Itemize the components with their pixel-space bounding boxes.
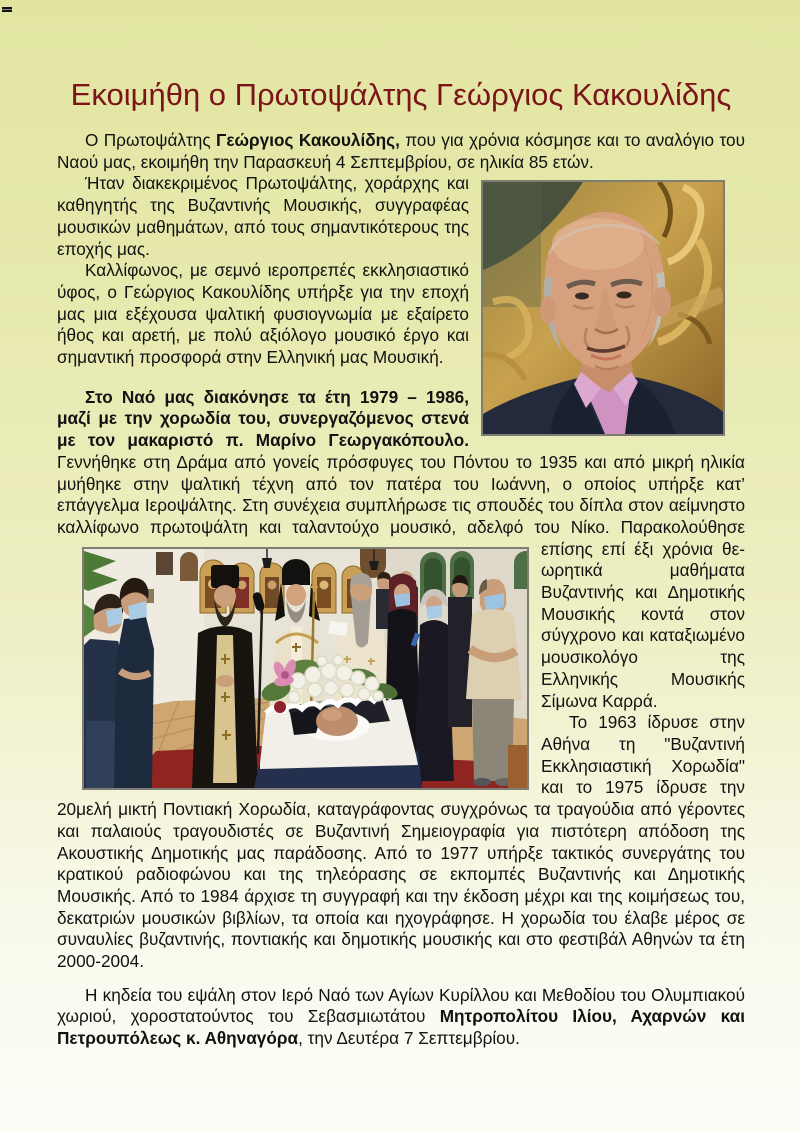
- intro-text-cont: που για χρόνια κόσμησε και το αναλόγιο του Ναού μας, εκοιμήθη την Παρασκευή 4 Σεπτεμβρίου, σε ηλικία 85 ετών.: [57, 130, 745, 172]
- corner-mark: [2, 7, 12, 12]
- funeral-date-text: , την Δευτέρα 7 Σεπτεμβρίου.: [298, 1028, 520, 1049]
- funeral-photo: [82, 547, 529, 790]
- young-mourners-left: [84, 578, 154, 788]
- wooden-chair: [508, 745, 527, 788]
- funeral-text: Η κηδεία του εψάλη στον Ιερό Ναό των Αγίων Κυρίλλου και Μεθοδίου του Ολυμπιακού χωριού, χοροστατούντος του Σεβασμιωτάτου: [57, 984, 745, 1027]
- page-title: Εκοιμήθη ο Πρωτοψάλτης Γεώργιος Κακουλίδης: [70, 77, 732, 112]
- deceased-name: Γεώργιος Κακουλίδης,: [216, 130, 400, 150]
- portrait-photo: [481, 180, 725, 436]
- funeral-photo-image: [84, 549, 527, 788]
- studies-text: ωρητικά μαθήματα Βυζαντινής και Δημοτικής Μουσικής κοντά στον σύγχρονο και καταξιωμένο μουσικολόγο της Ελληνικής Μουσικής Σίμωνα Καρρά.: [541, 560, 745, 711]
- intro-paragraph: [57, 130, 745, 173]
- metropolitan-name-bold: Μητροπολίτου Ιλίου, Αχαρνών και Πετρουπόλεως κ. Αθηναγόρα: [57, 1006, 745, 1049]
- body-paragraph-career: Ήταν διακεκριμένος Πρωτοψάλτης, χοράρχης και καθηγητής της Βυζαντινής Μουσικής, συγγραφέας μουσικών μαθημάτων, από τους σημαντικότερους της εποχής μας.: [57, 173, 469, 259]
- service-years-bold: Στο Ναό μας διακόνησε τα έτη 1979 – 1986, μαζί με την χορωδία του, συνεργαζόμενος στενά με τον μακαριστό π. Μαρίνο Γεωργακόπουλο.: [57, 386, 469, 451]
- intro-text: Ο Πρωτοψάλτης: [85, 130, 217, 150]
- body-paragraph-choirs: Το 1963 ίδρυσε στην Αθήνα τη "Βυζαντινή Εκκλησιαστική Χορωδία" και το 1975 ίδρυσε την 20μελή μικτή Ποντιακή Χορωδία, καταγράφοντας συγχρόνως τα τραγούδια από γέροντες και παλαιούς τραγουδιστές σε Βυζαντινή Σημειογραφία για πιστότερη απόδοση της Ακουστικής Δημοτικής μας παράδοσης. Από το 1977 υπήρξε τακτικός συνεργάτης του κρατικού ραδιοφώνου και της τηλεόρασης σε εκπομπές Βυζαντινής και Δημοτικής Μουσικής. Από το 1984 άρχισε τη συγγραφή και την έκδοση μέχρι και της κοιμήσεως του, δεκατριών μουσικών βιβλίων, τα οποία και ηχογράφησε. Η χορωδία του έλαβε μέρος σε συναυλίες βυζαντινής, ποντιακής και δημοτικής μουσικής και στο φεστιβάλ Αθηνών τα έτη 2000-2004.: [57, 712, 745, 972]
- body-paragraph-character: Καλλίφωνος, με σεμνό ιεροπρεπές εκκλησιαστικό ύφος, ο Γεώργιος Κακουλίδης υπήρξε για την εποχή μας μια εξέχουσα ψαλτική φυσιογνωμία με εξαίρετο ήθος και αρετή, με πολύ αξιόλογο μουσικό έργο και σημαντική προσφορά στην Ελληνική μας Μουσική.: [57, 260, 469, 368]
- biography-text: Γεννήθηκε στη Δράμα από γονείς πρόσφυγες του Πόντου το 1935 και από μικρή ηλικία μυήθηκε στην ψαλτική τέχνη από τον πατέρα του Ιωάννη, ο οποίος υπήρξε κατ’ επάγγελμα Ιεροψάλτης. Στη συνέχεια συμπλήρωσε τις σπουδές του δίπλα στον αείμνηστο καλλίφωνο πρωτοψάλτη και ταλαντούχο μουσικό, αδελφό του Νίκο. Παρακολούθησε επίσης επί έξι χρόνια θε-: [57, 451, 745, 559]
- red-rose: [274, 701, 286, 713]
- portrait-photo-image: [483, 182, 723, 434]
- article: [57, 0, 745, 1050]
- funeral-paragraph: [57, 985, 745, 1050]
